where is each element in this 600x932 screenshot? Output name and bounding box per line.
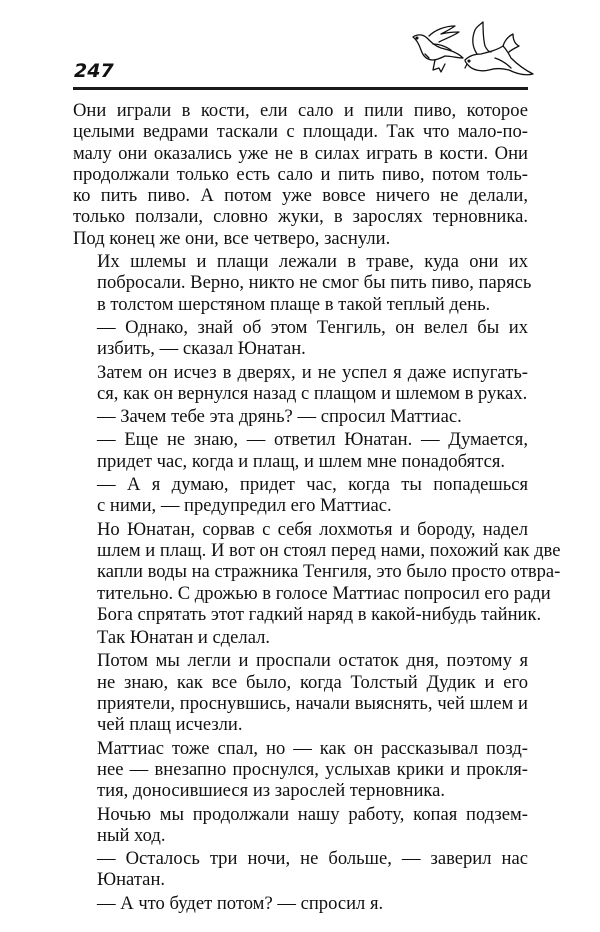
- doves-icon: [405, 20, 540, 82]
- body-text: [73, 100, 561, 916]
- text-line: Бога спрятать этот гадкий наряд в какой-нибудь тайник.: [97, 603, 542, 625]
- paragraph: [73, 518, 561, 625]
- text-line: с ними, — предупредил его Маттиас.: [97, 495, 392, 517]
- text-line: не знаю, как все было, когда Толстый Дудик и его: [97, 671, 528, 693]
- text-line: — Однако, знай об этом Тенгиль, он велел бы их: [97, 316, 528, 338]
- text-line: Затем он исчез в дверях, и не успел я даже испугать-: [97, 361, 528, 383]
- text-line: Маттиас тоже спал, но — как он рассказывал позд-: [97, 737, 528, 759]
- text-line: ный ход.: [97, 824, 166, 846]
- text-line: Их шлемы и плащи лежали в траве, куда они их: [97, 251, 528, 273]
- text-line: — Осталось три ночи, не больше, — заверил нас: [97, 848, 528, 870]
- text-line: Под конец же они, все четверо, заснули.: [73, 227, 391, 249]
- text-line: малу они оказались уже не в силах играть в кости. Они: [73, 142, 528, 164]
- text-line: шлем и плащ. И вот он стоял перед нами, похожий как две: [97, 539, 561, 561]
- text-line: — А что будет потом? — спросил я.: [97, 892, 384, 914]
- paragraph: [73, 650, 528, 735]
- text-line: чей плащ исчезли.: [97, 714, 243, 736]
- text-line: Потом мы легли и проспали остаток дня, поэтому я: [97, 650, 528, 672]
- paragraph: [73, 362, 528, 405]
- text-line: Но Юнатан, сорвав с себя лохмотья и бороду, надел: [97, 518, 528, 540]
- text-line: тительно. С дрожью в голосе Маттиас попросил его ради: [97, 582, 551, 604]
- text-line: ко пить пиво. А потом уже вовсе ничего не делали,: [73, 185, 528, 207]
- text-line: тия, доносившиеся из зарослей терновника.: [97, 780, 446, 802]
- paragraph: [73, 406, 528, 427]
- text-line: — А я думаю, придет час, когда ты попадешься: [97, 474, 528, 496]
- text-line: — Зачем тебе эта дрянь? — спросил Маттиас.: [97, 406, 462, 428]
- paragraph: [73, 429, 528, 472]
- paragraph: [73, 317, 528, 360]
- text-line: Ночью мы продолжали нашу работу, копая подзем-: [97, 803, 528, 825]
- text-line: продолжали только есть сало и пить пиво, потом толь-: [73, 163, 528, 185]
- text-line: целыми ведрами таскали с площади. Так что мало-по-: [73, 121, 528, 143]
- text-line: нее — внезапно проснулся, услыхав крики и прокля-: [97, 758, 528, 780]
- text-line: придет час, когда и плащ, и шлем мне понадобятся.: [97, 450, 506, 472]
- text-line: — Еще не знаю, — ответил Юнатан. — Думается,: [97, 429, 528, 451]
- paragraph: [73, 100, 528, 249]
- text-line: приятели, проснувшись, начали выяснять, чей шлем и: [97, 693, 528, 715]
- paragraph: [73, 474, 528, 517]
- text-line: Юнатан.: [97, 869, 166, 891]
- header-rule: [73, 87, 528, 90]
- page-number: 247: [74, 60, 114, 82]
- text-line: побросали. Верно, никто не смог бы пить пиво, парясь: [97, 272, 532, 294]
- paragraph: [73, 251, 532, 315]
- text-line: избить, — сказал Юнатан.: [97, 338, 306, 360]
- text-line: Так Юнатан и сделал.: [97, 627, 271, 649]
- paragraph: [73, 893, 528, 914]
- text-line: Они играли в кости, ели сало и пили пиво, которое: [73, 100, 528, 121]
- text-line: в толстом шерстяном плаще в такой теплый день.: [97, 293, 491, 315]
- text-line: капли воды на стражника Тенгиля, это было просто отвра-: [97, 561, 561, 583]
- paragraph: [73, 848, 528, 891]
- text-line: ся, как он вернулся назад с плащом и шлемом в руках.: [97, 382, 528, 404]
- paragraph: [73, 738, 528, 802]
- paragraph: [73, 627, 528, 648]
- paragraph: [73, 804, 528, 847]
- text-line: только ползали, словно жуки, в зарослях терновника.: [73, 206, 528, 228]
